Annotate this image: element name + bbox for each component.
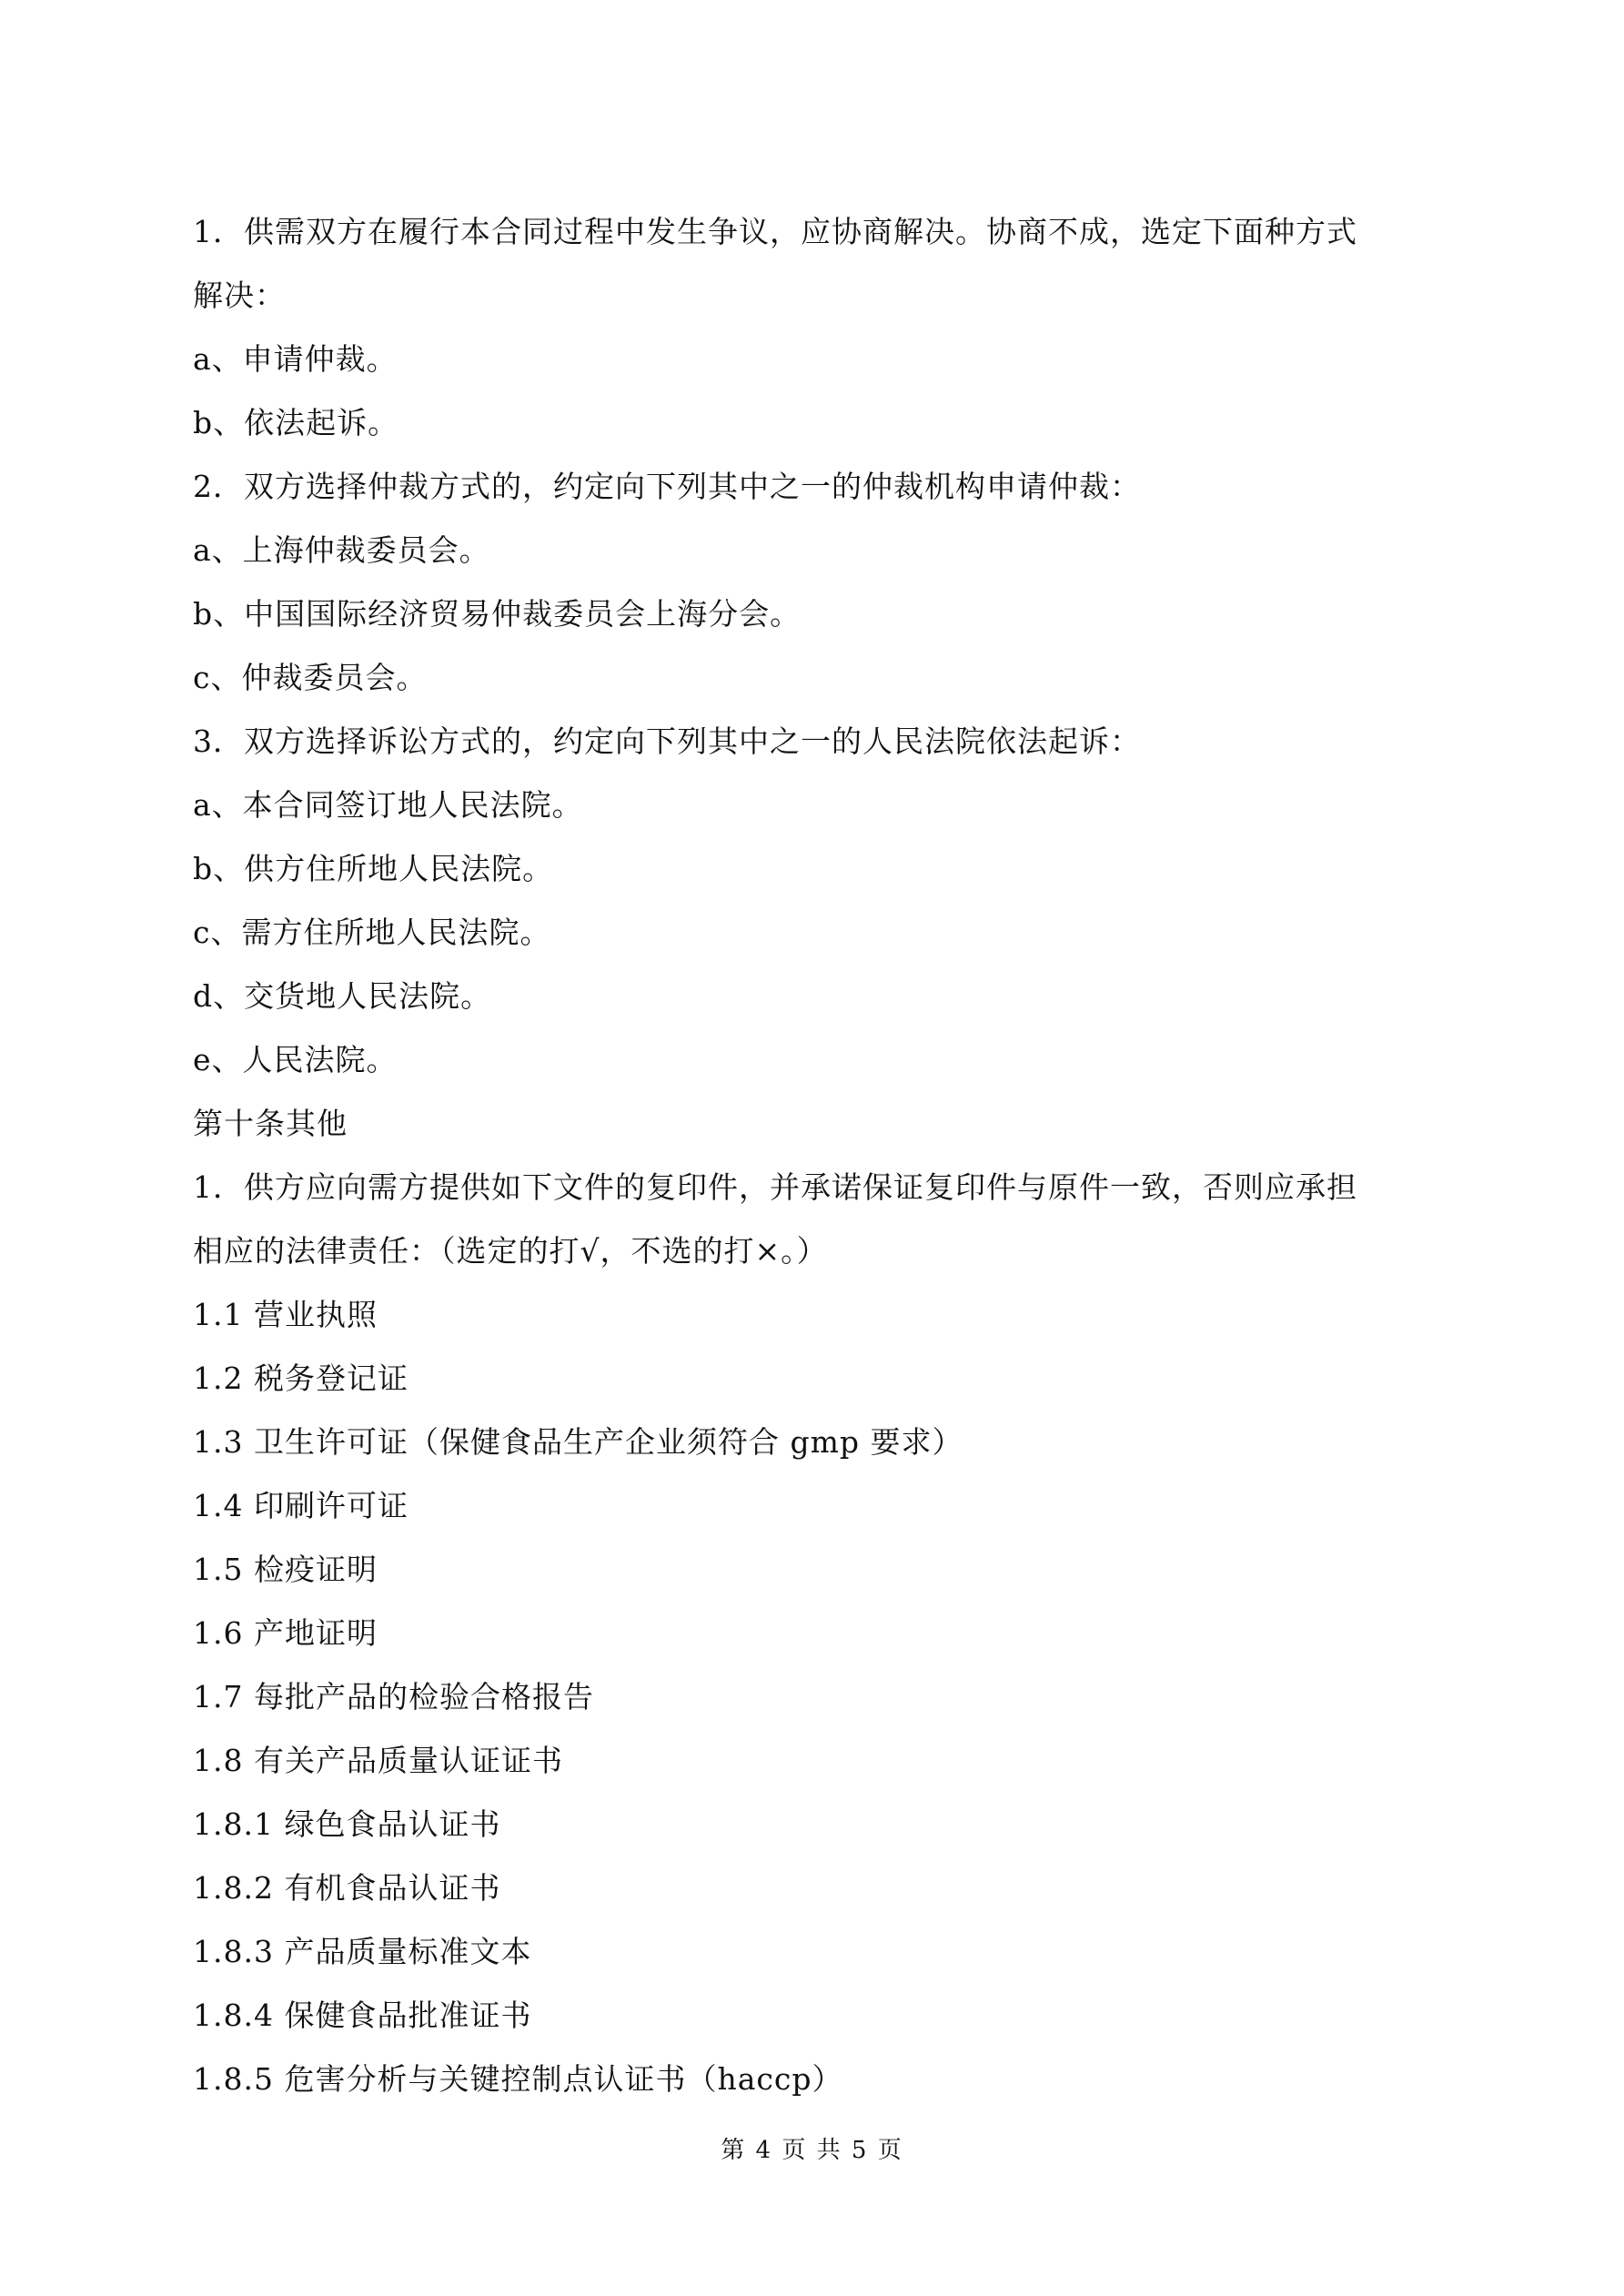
paragraph-line: 3．双方选择诉讼方式的，约定向下列其中之一的人民法院依法起诉： [193, 723, 1141, 759]
list-item: 1.6 产地证明 [193, 1615, 378, 1651]
paragraph-line: b、中国国际经济贸易仲裁委员会上海分会。 [193, 596, 802, 632]
paragraph-line: 2．双方选择仲裁方式的，约定向下列其中之一的仲裁机构申请仲裁： [193, 469, 1141, 504]
list-item: 1.2 税务登记证 [193, 1360, 409, 1396]
list-item: 1.8.3 产品质量标准文本 [193, 1934, 532, 1969]
paragraph-line: 相应的法律责任：（选定的打√，不选的打×。） [193, 1233, 828, 1269]
page-number-footer: 第 4 页 共 5 页 [721, 2137, 903, 2164]
paragraph-line: 1．供需双方在履行本合同过程中发生争议，应协商解决。协商不成，选定下面种方式 [193, 214, 1357, 249]
paragraph-line: c、需方住所地人民法院。 [193, 915, 551, 950]
list-item: 1.4 印刷许可证 [193, 1488, 409, 1523]
list-item: 1.8 有关产品质量认证证书 [193, 1743, 563, 1778]
paragraph-line: 解决： [193, 278, 286, 313]
document-body [193, 200, 1448, 2111]
list-item: 1.8.5 危害分析与关键控制点认证书（haccp） [193, 2061, 843, 2097]
paragraph-line: a、本合同签订地人民法院。 [193, 787, 583, 823]
list-item: 1.1 营业执照 [193, 1297, 378, 1332]
paragraph-line: b、依法起诉。 [193, 405, 399, 440]
list-item: 1.3 卫生许可证（保健食品生产企业须符合 gmp 要求） [193, 1424, 963, 1460]
list-item: 1.8.4 保健食品批准证书 [193, 1998, 532, 2033]
list-item: 1.7 每批产品的检验合格报告 [193, 1679, 594, 1714]
paragraph-line: a、上海仲裁委员会。 [193, 532, 490, 568]
paragraph-line: d、交货地人民法院。 [193, 978, 492, 1014]
list-item: 1.8.2 有机食品认证书 [193, 1870, 501, 1906]
section-heading: 第十条其他 [193, 1106, 348, 1141]
list-item: 1.5 检疫证明 [193, 1552, 378, 1587]
paragraph-line: e、人民法院。 [193, 1042, 398, 1077]
paragraph-line: 1．供方应向需方提供如下文件的复印件，并承诺保证复印件与原件一致，否则应承担 [193, 1169, 1357, 1205]
paragraph-line: c、仲裁委员会。 [193, 660, 428, 695]
list-item: 1.8.1 绿色食品认证书 [193, 1806, 501, 1842]
paragraph-line: a、申请仲裁。 [193, 341, 398, 377]
paragraph-line: b、供方住所地人民法院。 [193, 851, 554, 886]
